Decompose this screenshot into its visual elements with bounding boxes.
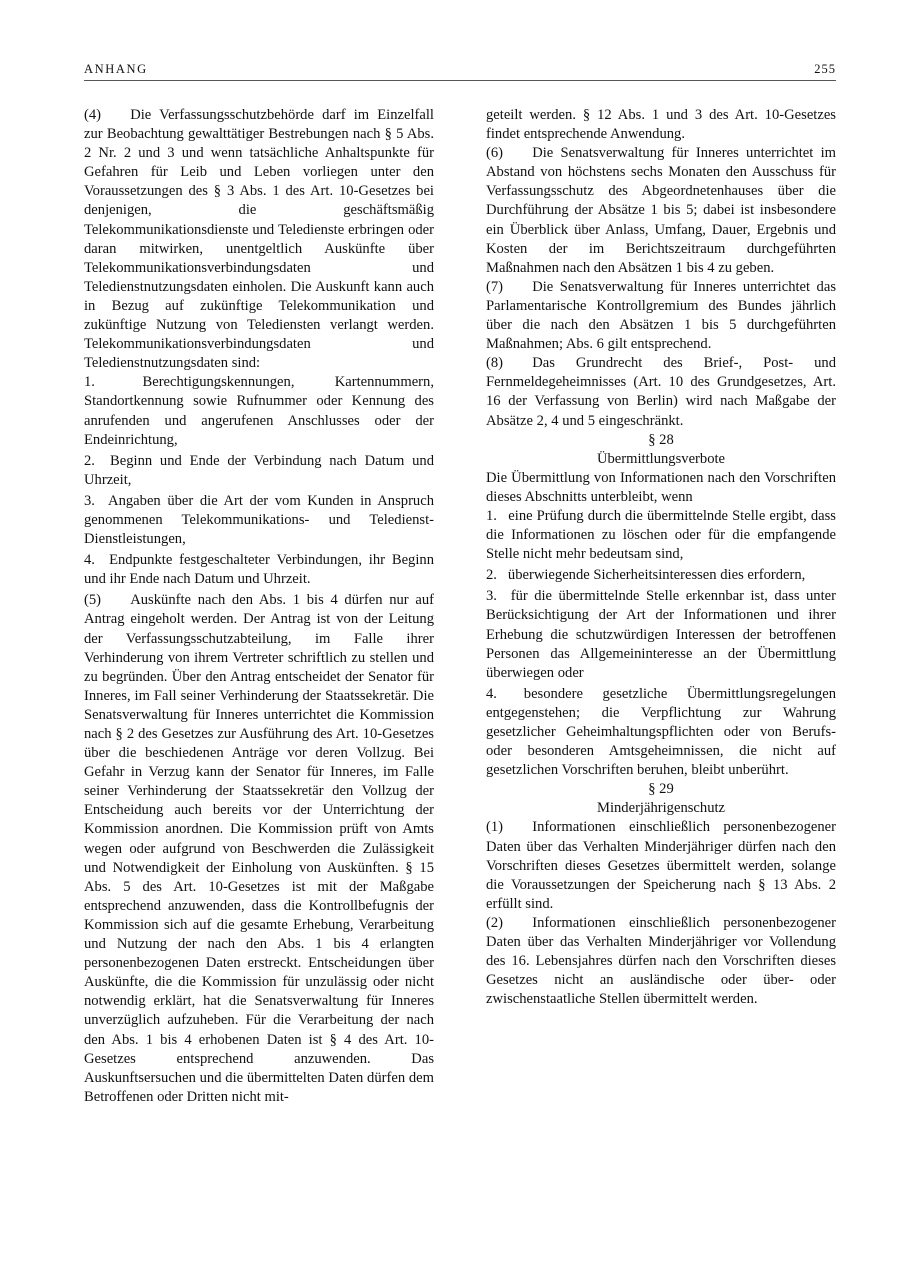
section-29-paragraph-1: (1) Informationen einschließlich personenbezogener Daten über das Verhalten Minderjähriger dürfen nach den Vorschriften dieses Gesetzes übermittelt werden, solange die Voraussetzungen der Speicherung nach § 13 Abs. 2 erfüllt sind.: [486, 819, 836, 912]
paragraph-6: (6) Die Senatsverwaltung für Inneres unterrichtet im Abstand von höchstens sechs Monaten den Ausschuss für Verfassungsschutz des Abgeordnetenhauses über die Durchführung der Absätze 1 bis 5; dabei ist insbesondere ein Überblick über Anlass, Umfang, Dauer, Ergebnis und Kosten der im Berichtszeitraum durchgeführten Maßnahmen nach den Absätzen 1 bis 4 zu geben.: [486, 145, 836, 276]
page-header: [84, 62, 836, 81]
section-28-item-4: 4. besondere gesetzliche Übermittlungsregelungen entgegenstehen; die Verpflichtung zur Wahrung gesetzlicher Geheimhaltungspflichten oder von Berufs- oder besonderen Amtsgeheimnissen, die nicht auf gesetzlichen Vorschriften beruhen, bleibt unberührt.: [486, 685, 836, 779]
section-28-item-1: 1. eine Prüfung durch die übermittelnde Stelle ergibt, dass die Informationen zu löschen oder für die empfangende Stelle nicht mehr bedeutsam sind,: [486, 507, 836, 563]
list-item-1: 1. Berechtigungskennungen, Kartennummern, Standortkennung sowie Rufnummer oder Kennung des anrufenden und angerufenen Anschlusses oder der Endeinrichtung,: [84, 374, 434, 448]
section-28-item-2: 2. überwiegende Sicherheitsinteressen dies erfordern,: [486, 567, 806, 584]
section-29-number: § 29: [648, 781, 674, 798]
left-column: [84, 106, 434, 1107]
section-29-title: Minderjährigenschutz: [596, 800, 726, 817]
section-29-paragraph-2: (2) Informationen einschließlich personenbezogener Daten über das Verhalten Minderjähriger vor Vollendung des 16. Lebensjahres dürfen nach den Vorschriften dieses Gesetzes nicht an ausländische oder über- oder zwischenstaatliche Stellen übermittelt werden.: [486, 914, 836, 1008]
page-number: 255: [814, 62, 836, 76]
paragraph-7: (7) Die Senatsverwaltung für Inneres unterrichtet das Parlamentarische Kontrollgremium des Bundes jährlich über die nach den Absätzen 1 bis 5 durchgeführten Maßnahmen; Abs. 6 gilt entsprechend.: [486, 278, 836, 353]
paragraph-5: (5) Auskünfte nach den Abs. 1 bis 4 dürfen nur auf Antrag eingeholt werden. Der Antrag ist von der Leitung der Verfassungsschutzabteilung, im Falle ihrer Verhinderung von ihrem Vertreter schriftlich zu stellen und zu begründen. Über den Antrag entscheidet der Senator für Inneres, im Fall seiner Verhinderung der Staatssekretär. Die Senatsverwaltung für Inneres unterrichtet die Kommission nach § 2 des Gesetzes zur Ausführung des Art. 10-Gesetzes über die beschiedenen Anträge vor deren Vollzug. Bei Gefahr in Verzug kann der Senator für Inneres, im Falle seiner Verhinderung der Staatssekretär den Vollzug der Entscheidung auch bereits vor der Unterrichtung der Kommission anordnen. Die Kommission prüft von Amts wegen oder aufgrund von Beschwerden die Zulässigkeit und Notwendigkeit der Einholung von Auskünften. § 15 Abs. 5 des Art. 10-Gesetzes ist mit der Maßgabe entsprechend anzuwenden, dass die Kontrollbefugnis der Kommission sich auf die gesamte Erhebung, Verarbeitung und Nutzung der nach den Abs. 1 bis 4 erlangten personenbezogenen Daten erstreckt. Entscheidungen über Auskünfte, die die Kommission für unzulässig oder nicht notwendig erklärt, hat die Senatsverwaltung für Inneres unverzüglich aufzuheben. Für die Verarbeitung der nach den Abs. 1 bis 4 erhobenen Daten ist § 4 des Art. 10-Gesetzes entsprechend anzuwenden. Das Auskunftsersuchen und die übermittelten Daten dürfen dem Betroffenen oder Dritten nicht mit-: [84, 592, 434, 1105]
section-28-number: § 28: [648, 431, 674, 448]
list-item-2: 2. Beginn und Ende der Verbindung nach Datum und Uhrzeit,: [84, 452, 434, 488]
paragraph-8: (8) Das Grundrecht des Brief-, Post- und Fernmeldegeheimnisses (Art. 10 des Grundgesetzes, Art. 16 der Verfassung von Berlin) wird nach Maßgabe der Absätze 2, 4 und 5 eingeschränkt.: [486, 355, 836, 429]
section-28-intro: Die Übermittlung von Informationen nach den Vorschriften dieses Abschnitts unterbleibt, wenn: [486, 469, 836, 505]
right-column: [486, 106, 836, 1009]
list-item-3: 3. Angaben über die Art der vom Kunden in Anspruch genommenen Telekommunikations- und Teledienst-Dienstleistungen,: [84, 492, 434, 548]
section-28-title: Übermittlungsverbote: [596, 450, 726, 467]
paragraph-4: (4) Die Verfassungsschutzbehörde darf im Einzelfall zur Beobachtung gewalttätiger Bestrebungen nach § 5 Abs. 2 Nr. 2 und 3 und wenn tatsächliche Anhaltspunkte für Gefahren für Leib und Leben vorliegen unter den Voraussetzungen des § 3 Abs. 1 des Art. 10-Gesetzes bei denjenigen, die geschäftsmäßig Telekommunikationsdienste und Teledienste erbringen oder daran mitwirken, unentgeltlich Auskünfte über Telekommunikationsverbindungsdaten und Teledienstnutzungsdaten einholen. Die Auskunft kann auch in Bezug auf zukünftige Telekommunikation und zukünftige Nutzung von Telediensten verlangt werden. Telekommunikationsverbindungsdaten und Teledienstnutzungsdaten sind:: [84, 107, 434, 372]
section-28-item-3: 3. für die übermittelnde Stelle erkennbar ist, dass unter Berücksichtigung der Art der Informationen und ihrer Erhebung die schutzwürdigen Interessen der betroffenen Personen das Allgemeininteresse an der Übermittlung überwiegen oder: [486, 588, 836, 681]
running-title: ANHANG: [84, 62, 148, 76]
paragraph-5-continued: geteilt werden. § 12 Abs. 1 und 3 des Art. 10-Gesetzes findet entsprechende Anwendung.: [486, 107, 836, 143]
list-item-4: 4. Endpunkte festgeschalteter Verbindungen, ihr Beginn und ihr Ende nach Datum und Uhrzeit.: [84, 552, 434, 588]
